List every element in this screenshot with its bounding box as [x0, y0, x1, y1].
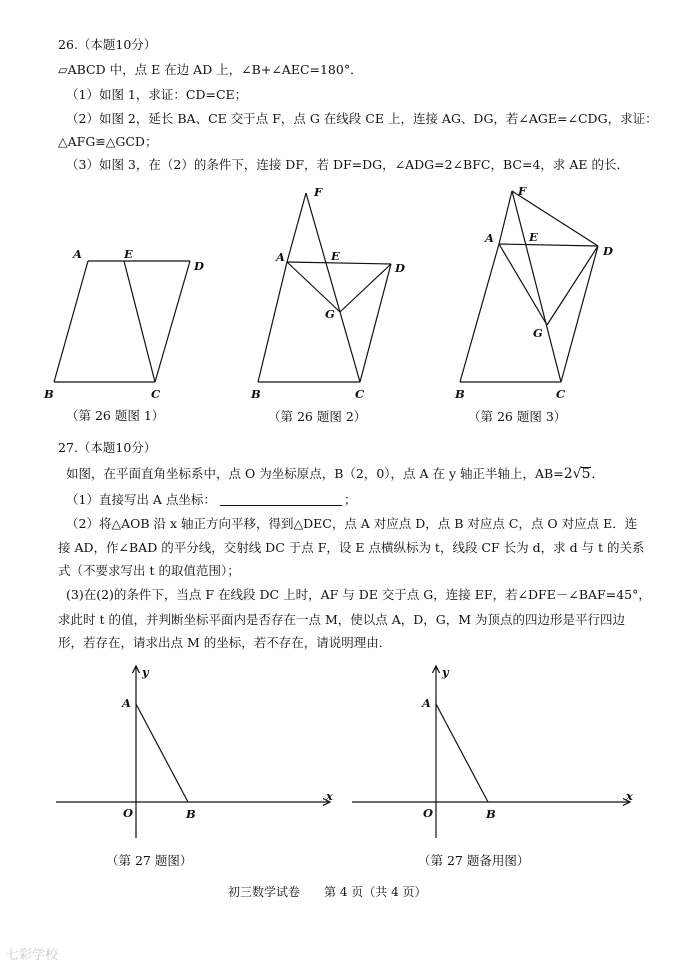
fig2-segment-gd — [340, 264, 391, 312]
fig3-segment-fc — [512, 191, 561, 382]
q27-part3-cont1: 求此时 t 的值，并判断坐标平面内是否存在一点 M，使以点 A，D，G，M 为顶点的四边形是平行四边 — [58, 612, 626, 627]
q27-label-y: y — [142, 665, 149, 679]
fig2-segment-ab — [258, 262, 287, 382]
q27-label-a: A — [122, 696, 131, 710]
fig3-segment-ad — [499, 244, 598, 246]
q27-part1 — [66, 492, 356, 508]
q27-stem: 如图，在平面直角坐标系中，点 O 为坐标原点，B（2，0），点 A 在 y 轴正半轴上，AB=2√5． — [66, 466, 604, 482]
fig3-label-b: B — [455, 387, 465, 401]
fig2-label-a: A — [276, 250, 285, 264]
q27b-label-a: A — [422, 696, 431, 710]
q27-label-x: x — [326, 789, 333, 803]
q26-caption-1: （第 26 题图 1） — [66, 408, 165, 423]
fig1-segment-dc — [155, 261, 190, 382]
fig1-segment-ab — [54, 261, 88, 382]
q26-caption-2: （第 26 题图 2） — [268, 409, 367, 424]
fig3-label-g: G — [533, 326, 543, 340]
q27-figure-backup — [352, 666, 630, 838]
fig3-segment-fa — [499, 191, 512, 244]
fig2-segment-dc — [360, 264, 391, 382]
q27-part1-end: ； — [343, 492, 357, 507]
fig2-label-d: D — [395, 261, 405, 275]
fig2-label-b: B — [251, 387, 261, 401]
q26-part2: （2）如图 2，延长 BA、CE 交于点 F，点 G 在线段 CE 上，连接 AG、DG，若∠AGE=∠CDG，求证： — [66, 111, 658, 126]
fig1-label-e: E — [124, 247, 133, 261]
fig3-label-a: A — [485, 231, 494, 245]
fig3-segment-dc — [561, 246, 598, 382]
fig1-label-a: A — [73, 247, 82, 261]
q26-part1: （1）如图 1，求证：CD=CE； — [66, 87, 248, 102]
watermark: 七彩学校 — [6, 948, 59, 963]
fig2-segment-fc — [306, 193, 360, 382]
fig2-label-g: G — [325, 307, 335, 321]
q27-part3-cont2: 形，若存在，请求出点 M 的坐标，若不存在，请说明理由． — [58, 635, 392, 650]
q27-part2-cont1: 接 AD，作∠BAD 的平分线，交射线 DC 于点 F，设 E 点横纵标为 t，线段 CF 长为 d，求 d 与 t 的关系 — [58, 540, 645, 555]
q27-label-b: B — [186, 807, 196, 821]
fig2-label-f: F — [314, 185, 323, 199]
q26-figure-3 — [460, 191, 598, 382]
q26-figure-2 — [258, 193, 391, 382]
q26-header: 26.（本题10分） — [58, 37, 157, 52]
q27-part1-text: （1）直接写出 A 点坐标： — [66, 492, 216, 507]
fig2-label-c: C — [355, 387, 365, 401]
q27-segment-ab — [136, 704, 188, 802]
q26-part3-text: （3）如图 3，在（2）的条件下，连接 DF，若 DF=DG，∠ADG=2∠BFC，BC=4，求 AE 的长． — [66, 157, 629, 172]
fig3-segment-ab — [460, 244, 499, 382]
fig2-label-e: E — [331, 249, 340, 263]
fig2-segment-ag — [287, 262, 340, 312]
fig3-label-c: C — [556, 387, 566, 401]
q27b-label-x: x — [626, 789, 633, 803]
fig1-label-c: C — [151, 387, 161, 401]
fig3-label-f: F — [518, 184, 527, 198]
q27-part3: (3)在(2)的条件下，当点 F 在线段 DC 上时，AF 与 DE 交于点 G，连接 EF，若∠DFE－∠BAF=45°， — [66, 587, 651, 602]
fig3-segment-fd — [512, 191, 598, 246]
q27-stem-end: ． — [591, 466, 604, 481]
q27-label-o: O — [123, 806, 134, 820]
fig1-label-d: D — [194, 259, 204, 273]
q26-stem: ▱ABCD 中，点 E 在边 AD 上，∠B+∠AEC=180°． — [58, 62, 363, 77]
fig3-label-e: E — [529, 230, 538, 244]
q27-header: 27.（本题10分） — [58, 440, 157, 455]
q27-part2-cont2: 式（不要求写出 t 的取值范围）； — [58, 563, 240, 578]
q27-stem-coef: 2 — [563, 466, 573, 482]
fig2-segment-fa — [287, 193, 306, 262]
q26-caption-3: （第 26 题图 3） — [468, 409, 567, 424]
answer-blank[interactable] — [220, 493, 342, 506]
q27b-label-y: y — [442, 665, 449, 679]
fig1-label-b: B — [44, 387, 54, 401]
fig3-label-d: D — [603, 244, 613, 258]
q26-figure-1 — [54, 261, 190, 382]
page-footer: 初三数学试卷 第 4 页（共 4 页） — [228, 885, 427, 899]
fig1-segment-ec — [124, 261, 155, 382]
q27-figure-main — [56, 666, 330, 838]
q27b-label-o: O — [423, 806, 434, 820]
q27b-label-b: B — [486, 807, 496, 821]
q27-part2: （2）将△AOB 沿 x 轴正方向平移，得到△DEC，点 A 对应点 D，点 B 对应点 C，点 O 对应点 E．连 — [66, 516, 638, 531]
fig2-segment-ad — [287, 262, 391, 264]
fig3-segment-gd — [547, 246, 598, 325]
q27-caption-backup: （第 27 题备用图） — [418, 853, 530, 868]
fig3-segment-ag — [499, 244, 547, 325]
q27b-segment-ab — [436, 704, 488, 802]
q26-part2-cont: △AFG≌△GCD； — [58, 134, 158, 149]
q27-stem-radicand: 5 — [581, 466, 591, 482]
q27-stem-text: 如图，在平面直角坐标系中，点 O 为坐标原点，B（2，0），点 A 在 y 轴正半轴上，AB= — [66, 466, 564, 481]
q27-caption-main: （第 27 题图） — [106, 853, 193, 868]
